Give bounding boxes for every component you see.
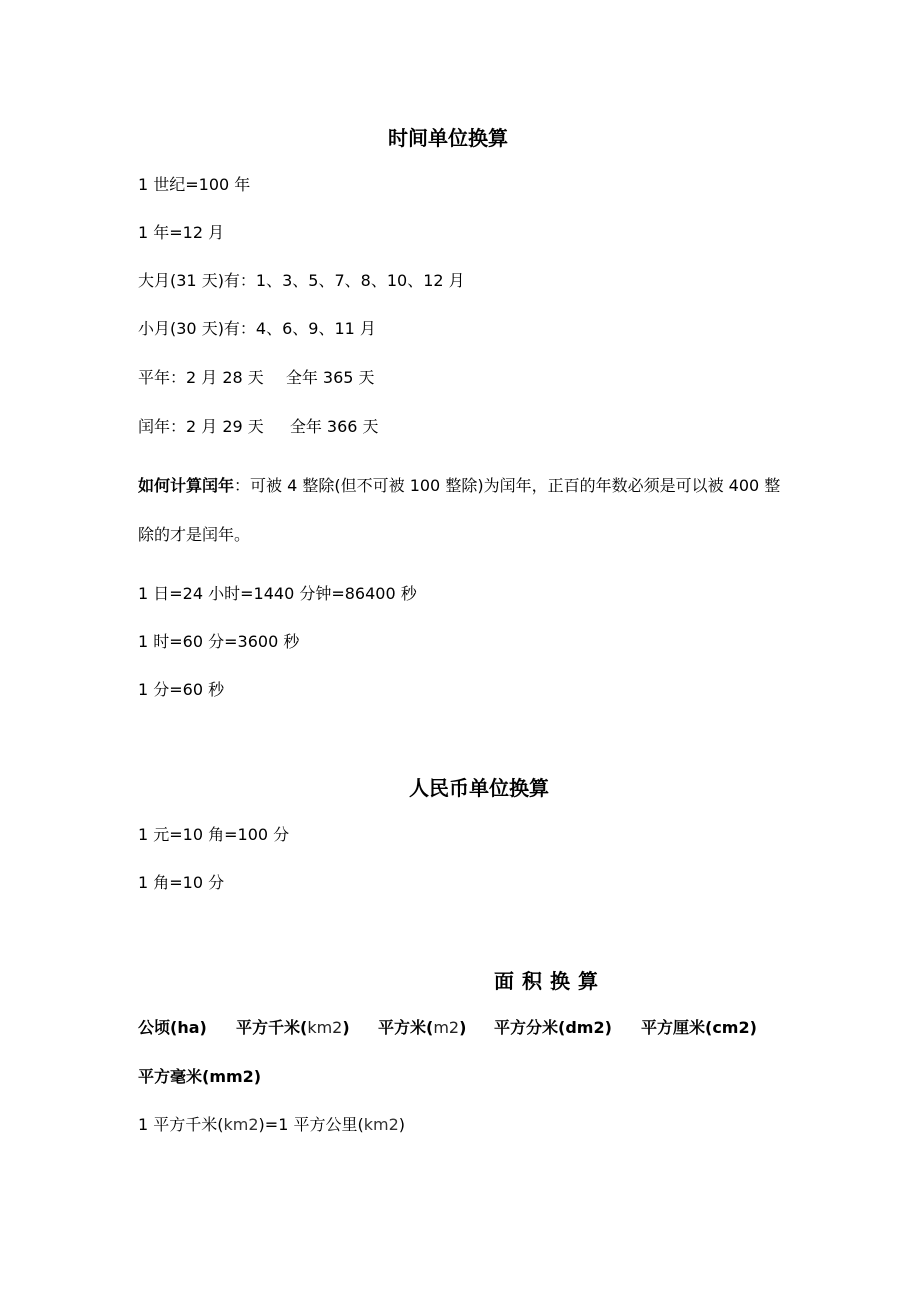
time-line-common-year: [138, 367, 375, 389]
common-year-feb: 平年：2 月 28 天: [138, 368, 264, 387]
area-unit-sq-m: 平方米(m2): [378, 1018, 467, 1037]
area-unit-sq-cm: 平方厘米(cm2): [641, 1018, 757, 1037]
common-year-total: 全年 365 天: [285, 368, 375, 387]
time-line-day: 1 日=24 小时=1440 分钟=86400 秒: [138, 584, 417, 603]
leap-rule-line1: [138, 475, 780, 497]
time-line-big-month: 大月(31 天)有：1、3、5、7、8、10、12 月: [138, 271, 465, 290]
leap-rule-label: 如何计算闰年: [138, 476, 235, 495]
leap-year-feb: 闰年：2 月 29 天: [138, 417, 264, 436]
time-line-year: 1 年=12 月: [138, 223, 225, 242]
rmb-line-jiao: 1 角=10 分: [138, 873, 225, 892]
area-section-title: 面积换算: [494, 969, 606, 993]
leap-rule-line2: 除的才是闰年。: [138, 525, 251, 544]
area-unit-hectare: 公顷(ha): [138, 1018, 207, 1037]
time-line-leap-year: [138, 416, 379, 438]
area-line-sq-km: 1 平方千米(km2)=1 平方公里(km2): [138, 1115, 405, 1134]
leap-rule-text: ：可被 4 整除(但不可被 100 整除)为闰年，正百的年数必须是可以被 400 整: [234, 476, 781, 495]
time-line-small-month: 小月(30 天)有：4、6、9、11 月: [138, 319, 376, 338]
time-line-minute: 1 分=60 秒: [138, 680, 225, 699]
area-unit-sq-km: 平方千米(km2): [236, 1018, 350, 1037]
rmb-section-title: 人民币单位换算: [409, 776, 549, 800]
leap-year-total: 全年 366 天: [289, 417, 379, 436]
time-line-hour: 1 时=60 分=3600 秒: [138, 632, 300, 651]
rmb-line-yuan: 1 元=10 角=100 分: [138, 825, 290, 844]
area-unit-sq-mm: 平方毫米(mm2): [138, 1067, 262, 1086]
area-unit-sq-dm: 平方分米(dm2): [494, 1018, 612, 1037]
time-line-century: 1 世纪=100 年: [138, 175, 251, 194]
time-section-title: 时间单位换算: [388, 126, 508, 150]
